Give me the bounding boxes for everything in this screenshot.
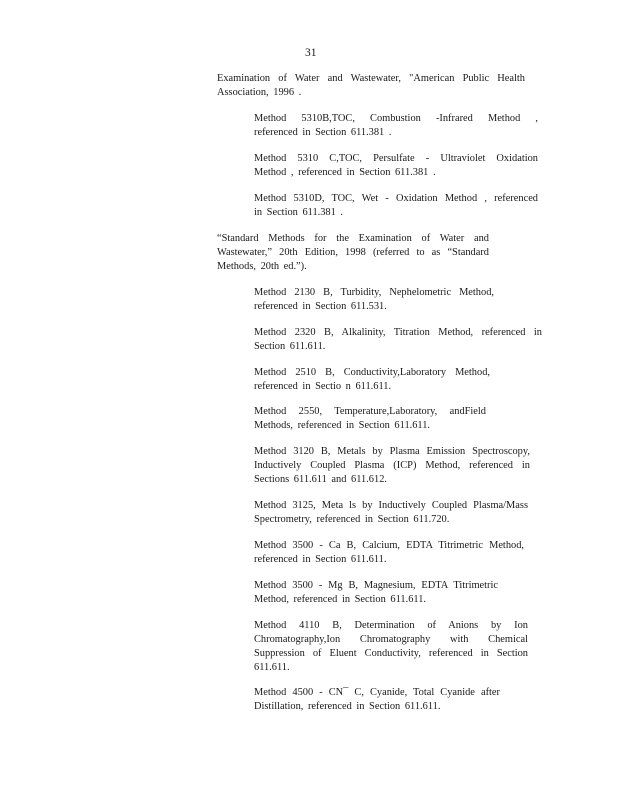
text-line: Methods, referenced in Section 611.611. [254,420,431,431]
text-line: referenced in Section 611.531. [254,301,387,312]
text-line: Method, referenced in Section 611.611. [254,594,426,605]
text-line: Association, 1996 . [217,87,302,98]
method-entry [254,286,494,314]
text-line: “Standard Methods for the Examination of Water and [217,233,489,244]
text-line: Method 2320 B, Alkalinity, Titration Method, referenced in [254,327,542,338]
text-line: Spectrometry, referenced in Section 611.720. [254,514,450,525]
text-line: Method 4500 - CN¯ C, Cyanide, Total Cyanide after [254,687,500,698]
text-line: Examination of Water and Wastewater, "American Public Health [217,73,525,84]
text-line: Method 3120 B, Metals by Plasma Emission Spectroscopy, [254,446,530,457]
text-line: referenced in Section 611.611. [254,554,387,565]
method-entry [254,579,498,607]
text-line: Method 3500 - Ca B, Calcium, EDTA Titrimetric Method, [254,540,524,551]
text-line: referenced in Section 611.381 . [254,127,392,138]
method-entry [254,539,524,567]
method-entry [254,405,486,433]
text-line: Sections 611.611 and 611.612. [254,474,387,485]
method-entry [254,686,500,714]
method-entry [254,152,538,180]
text-line: Method 2510 B, Conductivity,Laboratory Method, [254,367,490,378]
text-line: Method 5310D, TOC, Wet - Oxidation Method , referenced [254,193,538,204]
text-line: Method , referenced in Section 611.381 . [254,167,436,178]
text-line: Wastewater,” 20th Edition, 1998 (referred to as “Standard [217,247,489,258]
text-line: Method 5310B,TOC, Combustion -Infrared Method , [254,113,538,124]
citation-paragraph [217,232,489,274]
method-entry [254,366,490,394]
text-line: Method 2550, Temperature,Laboratory, andField [254,406,486,417]
method-entry [254,112,538,140]
method-entry [254,445,530,487]
page-number: 31 [305,47,317,59]
text-line: Suppression of Eluent Conductivity, referenced in Section [254,648,528,659]
text-line: Method 3125, Meta ls by Inductively Coupled Plasma/Mass [254,500,528,511]
method-entry [254,326,542,354]
method-entry [254,619,528,675]
text-line: Method 4110 B, Determination of Anions by Ion [254,620,528,631]
method-entry [254,499,528,527]
citation-paragraph [217,72,525,100]
text-line: referenced in Sectio n 611.611. [254,381,392,392]
method-entry [254,192,538,220]
text-line: Method 2130 B, Turbidity, Nephelometric Method, [254,287,494,298]
text-line: Section 611.611. [254,341,326,352]
text-line: Method 5310 C,TOC, Persulfate - Ultraviolet Oxidation [254,153,538,164]
text-line: Chromatography,Ion Chromatography with Chemical [254,634,528,645]
text-line: 611.611. [254,662,290,673]
text-line: Method 3500 - Mg B, Magnesium, EDTA Titrimetric [254,580,498,591]
text-line: Distillation, referenced in Section 611.611. [254,701,441,712]
text-line: Methods, 20th ed.”). [217,261,307,272]
text-line: in Section 611.381 . [254,207,344,218]
text-line: Inductively Coupled Plasma (ICP) Method, referenced in [254,460,530,471]
